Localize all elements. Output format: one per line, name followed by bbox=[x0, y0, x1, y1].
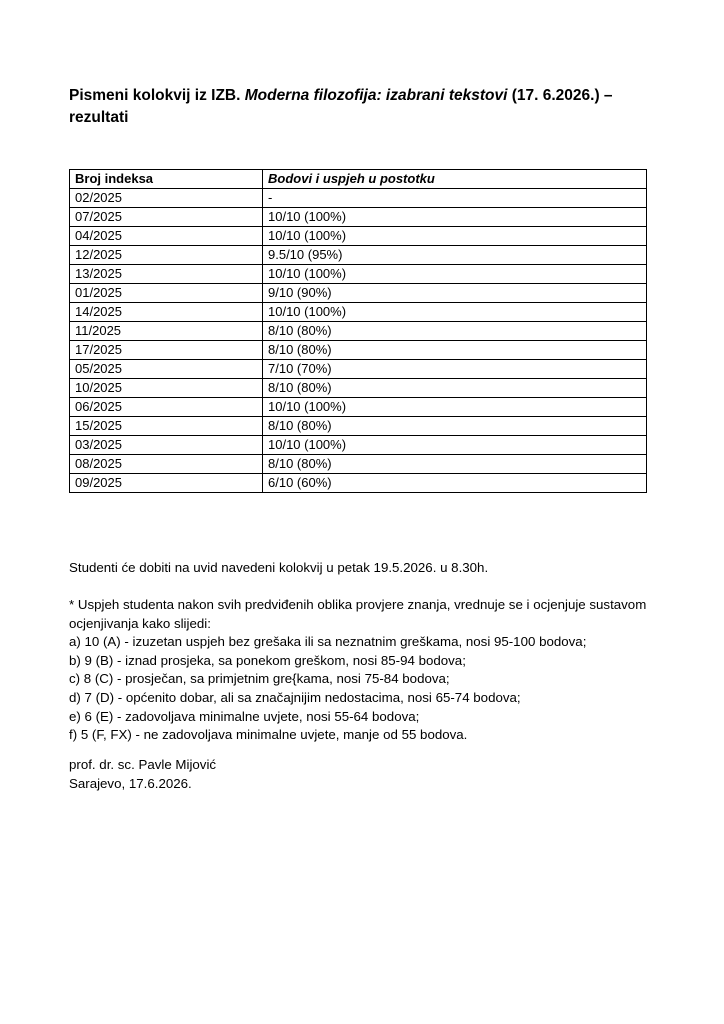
grading-scale bbox=[69, 596, 669, 745]
index-number-cell: 08/2025 bbox=[70, 455, 263, 474]
table-row bbox=[70, 246, 647, 265]
index-number-cell: 02/2025 bbox=[70, 189, 263, 208]
review-note-text: Studenti će dobiti na uvid navedeni kolokvij u petak 19.5.2026. u 8.30h. bbox=[69, 560, 489, 575]
index-number-cell: 15/2025 bbox=[70, 417, 263, 436]
title-prefix: Pismeni kolokvij iz IZB. bbox=[69, 87, 245, 104]
table-row bbox=[70, 379, 647, 398]
title-course-name: Moderna filozofija: izabrani tekstovi bbox=[244, 87, 508, 104]
grading-item: c) 8 (C) - prosječan, sa primjetnim gre{kama, nosi 75-84 bodova; bbox=[69, 671, 450, 687]
points-cell: 8/10 (80%) bbox=[263, 379, 647, 398]
points-cell: 10/10 (100%) bbox=[263, 398, 647, 417]
points-cell: 6/10 (60%) bbox=[263, 474, 647, 493]
table-row bbox=[70, 189, 647, 208]
table-row bbox=[70, 360, 647, 379]
points-cell: 9.5/10 (95%) bbox=[263, 246, 647, 265]
index-number-cell: 01/2025 bbox=[70, 284, 263, 303]
table-row bbox=[70, 341, 647, 360]
table-row bbox=[70, 303, 647, 322]
grading-item: f) 5 (F, FX) - ne zadovoljava minimalne uvjete, manje od 55 bodova. bbox=[69, 727, 468, 743]
review-note bbox=[69, 559, 669, 578]
signature-block bbox=[69, 756, 669, 793]
points-cell: 8/10 (80%) bbox=[263, 341, 647, 360]
table-row bbox=[70, 227, 647, 246]
table-row bbox=[70, 474, 647, 493]
header-index-number: Broj indeksa bbox=[70, 170, 263, 189]
index-number-cell: 11/2025 bbox=[70, 322, 263, 341]
title-line-2: rezultati bbox=[69, 109, 129, 126]
points-cell: 10/10 (100%) bbox=[263, 303, 647, 322]
table-row bbox=[70, 265, 647, 284]
table-row bbox=[70, 398, 647, 417]
points-cell: - bbox=[263, 189, 647, 208]
index-number-cell: 03/2025 bbox=[70, 436, 263, 455]
index-number-cell: 07/2025 bbox=[70, 208, 263, 227]
points-cell: 10/10 (100%) bbox=[263, 265, 647, 284]
table-row bbox=[70, 417, 647, 436]
grading-list bbox=[69, 633, 669, 745]
grading-item: e) 6 (E) - zadovoljava minimalne uvjete, nosi 55-64 bodova; bbox=[69, 708, 420, 724]
points-cell: 10/10 (100%) bbox=[263, 208, 647, 227]
index-number-cell: 09/2025 bbox=[70, 474, 263, 493]
signature-place-date: Sarajevo, 17.6.2026. bbox=[69, 775, 192, 791]
points-cell: 10/10 (100%) bbox=[263, 436, 647, 455]
results-table bbox=[69, 169, 647, 493]
points-cell: 9/10 (90%) bbox=[263, 284, 647, 303]
index-number-cell: 06/2025 bbox=[70, 398, 263, 417]
points-cell: 10/10 (100%) bbox=[263, 227, 647, 246]
points-cell: 8/10 (80%) bbox=[263, 417, 647, 436]
index-number-cell: 10/2025 bbox=[70, 379, 263, 398]
signature-name: prof. dr. sc. Pavle Mijović bbox=[69, 757, 217, 772]
index-number-cell: 12/2025 bbox=[70, 246, 263, 265]
points-cell: 8/10 (80%) bbox=[263, 322, 647, 341]
table-row bbox=[70, 455, 647, 474]
points-cell: 8/10 (80%) bbox=[263, 455, 647, 474]
grading-item: a) 10 (A) - izuzetan uspjeh bez grešaka ili sa neznatnim greškama, nosi 95-100 bodova; bbox=[69, 634, 587, 650]
index-number-cell: 14/2025 bbox=[70, 303, 263, 322]
table-row bbox=[70, 284, 647, 303]
index-number-cell: 13/2025 bbox=[70, 265, 263, 284]
points-cell: 7/10 (70%) bbox=[263, 360, 647, 379]
grading-intro: * Uspjeh studenta nakon svih predviđenih oblika provjere znanja, vrednuje se i ocjenjuje sustavom ocjenjivanja kako slijedi: bbox=[69, 597, 647, 631]
title-date: (17. 6.2026.) – bbox=[507, 87, 613, 104]
table-row bbox=[70, 436, 647, 455]
grading-item: d) 7 (D) - općenito dobar, ali sa značajnijim nedostacima, nosi 65-74 bodova; bbox=[69, 689, 521, 705]
index-number-cell: 04/2025 bbox=[70, 227, 263, 246]
table-header-row bbox=[70, 170, 647, 189]
document-title bbox=[69, 85, 659, 129]
results-table-body bbox=[70, 189, 647, 493]
index-number-cell: 17/2025 bbox=[70, 341, 263, 360]
grading-item: b) 9 (B) - iznad prosjeka, sa ponekom greškom, nosi 85-94 bodova; bbox=[69, 652, 466, 668]
index-number-cell: 05/2025 bbox=[70, 360, 263, 379]
header-points-percentage: Bodovi i uspjeh u postotku bbox=[263, 170, 647, 189]
table-row bbox=[70, 208, 647, 227]
table-row bbox=[70, 322, 647, 341]
